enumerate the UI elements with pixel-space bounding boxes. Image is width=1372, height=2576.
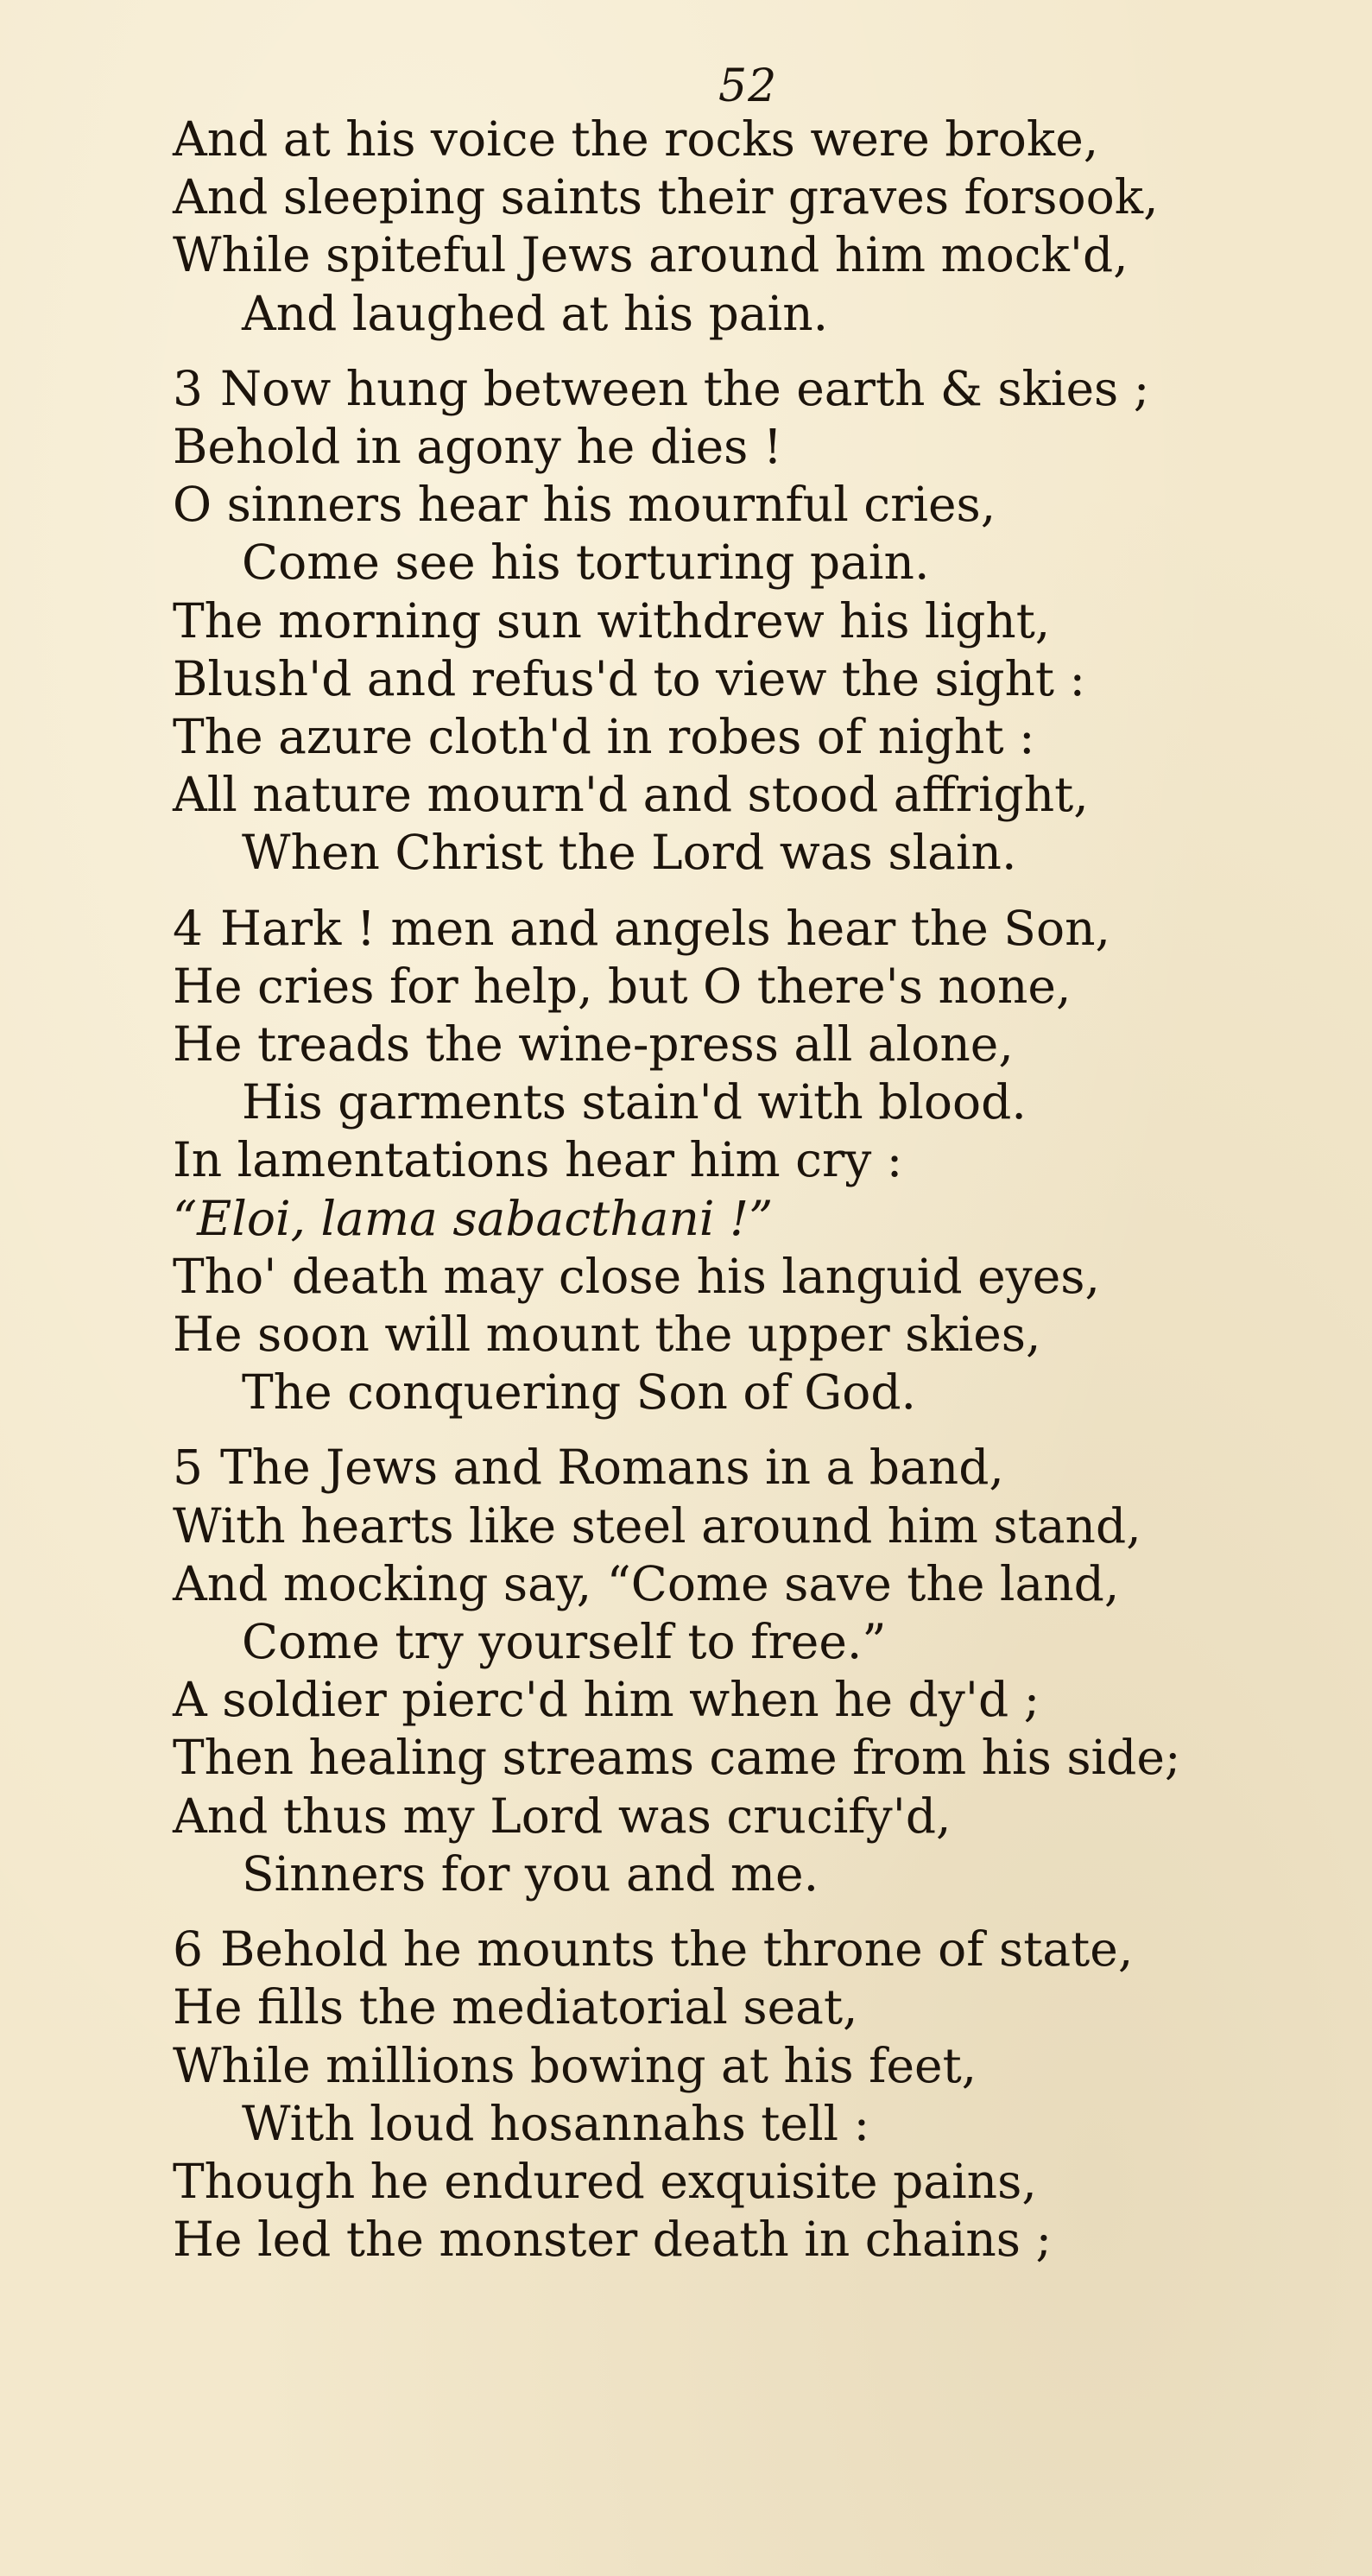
verse-line-text: He led the monster death in chains ;: [173, 2212, 1053, 2268]
verse-line: [173, 111, 1312, 168]
stanza: [173, 111, 1312, 343]
verse-line-text: The azure cloth'd in robes of night :: [173, 709, 1035, 765]
verse-line: [173, 592, 1312, 650]
verse-line: [173, 1306, 1312, 1364]
verse-line: [173, 1439, 1312, 1497]
verse-line-text: His garments stain'd with blood.: [242, 1074, 1027, 1130]
verse-line-text: He cries for help, but O there's none,: [173, 958, 1072, 1014]
verse-line: [173, 1190, 1312, 1248]
verse-line-text: With hearts like steel around him stand,: [173, 1497, 1141, 1554]
verse-line: [173, 766, 1312, 824]
verse-line: [173, 2153, 1312, 2211]
page-number: 52: [718, 60, 778, 112]
verse-line: [173, 1073, 1312, 1131]
verse-line: [173, 476, 1312, 534]
verse-line-text: Come see his torturing pain.: [242, 535, 930, 591]
verse-line: [173, 824, 1312, 882]
stanza: [173, 900, 1312, 1422]
verse-line-text: He soon will mount the upper skies,: [173, 1307, 1041, 1363]
stanza-number: 6: [173, 1921, 203, 1978]
verse-line: [173, 1248, 1312, 1306]
hymn-text: [173, 111, 1312, 2286]
verse-line: [173, 1671, 1312, 1729]
verse-line: [173, 418, 1312, 476]
verse-line-text: And laughed at his pain.: [242, 285, 829, 341]
verse-line-text: The morning sun withdrew his light,: [173, 592, 1051, 649]
verse-line: [173, 1497, 1312, 1555]
verse-line: [173, 2095, 1312, 2153]
verse-line-text: Hark ! men and angels hear the Son,: [220, 900, 1111, 956]
verse-line-text: Sinners for you and me.: [242, 1845, 819, 1902]
verse-line: [173, 1613, 1312, 1671]
stanza-number: 3: [173, 360, 203, 416]
verse-line: [173, 1729, 1312, 1787]
verse-line-text: While millions bowing at his feet,: [173, 2037, 977, 2093]
verse-line-text: Now hung between the earth & skies ;: [220, 360, 1150, 416]
verse-line: [173, 900, 1312, 958]
verse-line: [173, 360, 1312, 418]
stanza-number: 4: [173, 900, 203, 956]
verse-line: [173, 1555, 1312, 1613]
verse-line: [173, 168, 1312, 226]
verse-line-text: Tho' death may close his languid eyes,: [173, 1248, 1100, 1304]
verse-line-text: When Christ the Lord was slain.: [242, 825, 1017, 881]
verse-line-text: The Jews and Romans in a band,: [220, 1440, 1004, 1496]
verse-line-text: While spiteful Jews around him mock'd,: [173, 227, 1129, 283]
verse-line: [173, 1131, 1312, 1189]
verse-line-text: Come try yourself to free.”: [242, 1614, 887, 1670]
verse-line-text: All nature mourn'd and stood affright,: [173, 767, 1089, 823]
verse-line: [173, 1845, 1312, 1903]
verse-line-text: And at his voice the rocks were broke,: [173, 111, 1099, 167]
verse-line: [173, 1921, 1312, 1978]
verse-line-text: Then healing streams came from his side;: [173, 1730, 1181, 1786]
verse-line-text: Blush'd and refus'd to view the sight :: [173, 650, 1086, 706]
verse-line-text: Behold he mounts the throne of state,: [220, 1921, 1134, 1978]
stanza: [173, 1921, 1312, 2269]
verse-line-text: With loud hosannahs tell :: [242, 2095, 870, 2151]
verse-line-text: A soldier pierc'd him when he dy'd ;: [173, 1672, 1040, 1728]
stanza: [173, 1439, 1312, 1903]
verse-line-text: And sleeping saints their graves forsook,: [173, 169, 1159, 225]
stanza: [173, 360, 1312, 883]
verse-line-text: And thus my Lord was crucify'd,: [173, 1788, 952, 1844]
verse-line: [173, 1978, 1312, 2036]
verse-line: [173, 1364, 1312, 1421]
verse-line-text: The conquering Son of God.: [242, 1364, 917, 1421]
verse-line-text: In lamentations hear him cry :: [173, 1132, 903, 1188]
verse-line-text: O sinners hear his mournful cries,: [173, 477, 996, 533]
verse-line-text: “Eloi, lama sabacthani !”: [173, 1190, 774, 1246]
verse-line-text: Though he endured exquisite pains,: [173, 2153, 1037, 2209]
verse-line: [173, 2037, 1312, 2095]
verse-line: [173, 958, 1312, 1016]
verse-line: [173, 1788, 1312, 1845]
verse-line-text: And mocking say, “Come save the land,: [173, 1555, 1120, 1611]
verse-line: [173, 226, 1312, 284]
stanza-number: 5: [173, 1440, 203, 1496]
verse-line-text: He treads the wine-press all alone,: [173, 1016, 1014, 1073]
verse-line-text: He fills the mediatorial seat,: [173, 1979, 858, 2035]
verse-line: [173, 534, 1312, 592]
verse-line-text: Behold in agony he dies !: [173, 419, 782, 475]
verse-line: [173, 2211, 1312, 2269]
verse-line: [173, 1016, 1312, 1073]
verse-line: [173, 650, 1312, 708]
verse-line: [173, 285, 1312, 343]
verse-line: [173, 708, 1312, 766]
